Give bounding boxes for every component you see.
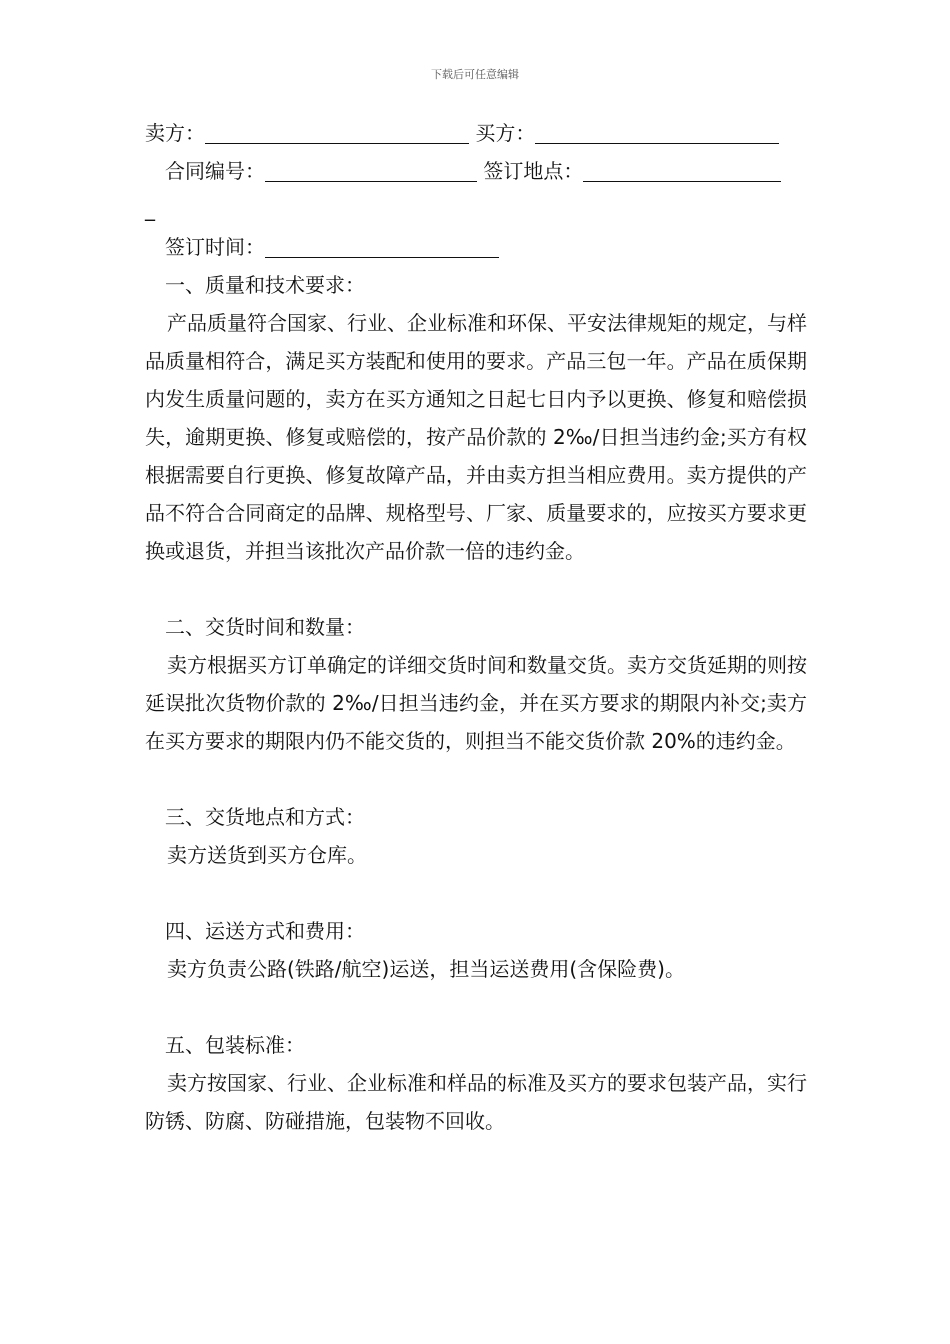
sign-place-label: 签订地点： [483,159,584,183]
section-body-delivery-time: 卖方根据买方订单确定的详细交货时间和数量交货。卖方交货延期的则按延误批次货物价款的 2‰/日担当违约金，并在买方要求的期限内补交;卖方在买方要求的期限内仍不能交货的，则担当不能交货价款 20%的违约金。 [145,653,807,753]
section-title-delivery-time: 二、交货时间和数量： [165,615,365,639]
seller-label: 卖方： [145,121,205,145]
contract-body [145,114,807,1140]
party-line [145,114,807,152]
seller-blank[interactable] [205,117,469,144]
sign-time-line [145,228,807,266]
spacer [145,760,807,798]
section-title-delivery-place: 三、交货地点和方式： [165,805,365,829]
contract-info-line [145,152,807,190]
spacer [145,988,807,1026]
overflow-underscore: _ [145,197,155,221]
sign-place-blank[interactable] [583,155,781,182]
contract-no-label: 合同编号： [165,159,265,183]
buyer-blank[interactable] [535,117,779,144]
contract-no-blank[interactable] [265,155,477,182]
section-body-transport: 卖方负责公路(铁路/航空)运送，担当运送费用(含保险费)。 [167,957,685,981]
section-title-quality: 一、质量和技术要求： [165,273,365,297]
section-body-quality: 产品质量符合国家、行业、企业标准和环保、平安法律规矩的规定，与样品质量相符合，满足买方装配和使用的要求。产品三包一年。产品在质保期内发生质量问题的，卖方在买方通知之日起七日内予以更换、修复和赔偿损失，逾期更换、修复或赔偿的，按产品价款的 2‰/日担当违约金;买方有权根据需要自行更换、修复故障产品，并由卖方担当相应费用。卖方提供的产品不符合合同商定的品牌、规格型号、厂家、质量要求的，应按买方要求更换或退货，并担当该批次产品价款一倍的违约金。 [145,311,807,563]
section-title-transport: 四、运送方式和费用： [165,919,365,943]
section-body-delivery-place: 卖方送货到买方仓库。 [167,843,367,867]
buyer-label: 买方： [475,121,536,145]
sign-time-label: 签订时间： [165,235,265,259]
page-header-note: 下载后可任意编辑 [431,68,519,81]
spacer [145,874,807,912]
spacer [145,570,807,608]
section-title-packaging: 五、包装标准： [165,1033,305,1057]
section-body-packaging: 卖方按国家、行业、企业标准和样品的标准及买方的要求包装产品，实行防锈、防腐、防碰措施，包装物不回收。 [145,1071,807,1133]
sign-time-blank[interactable] [265,231,499,258]
